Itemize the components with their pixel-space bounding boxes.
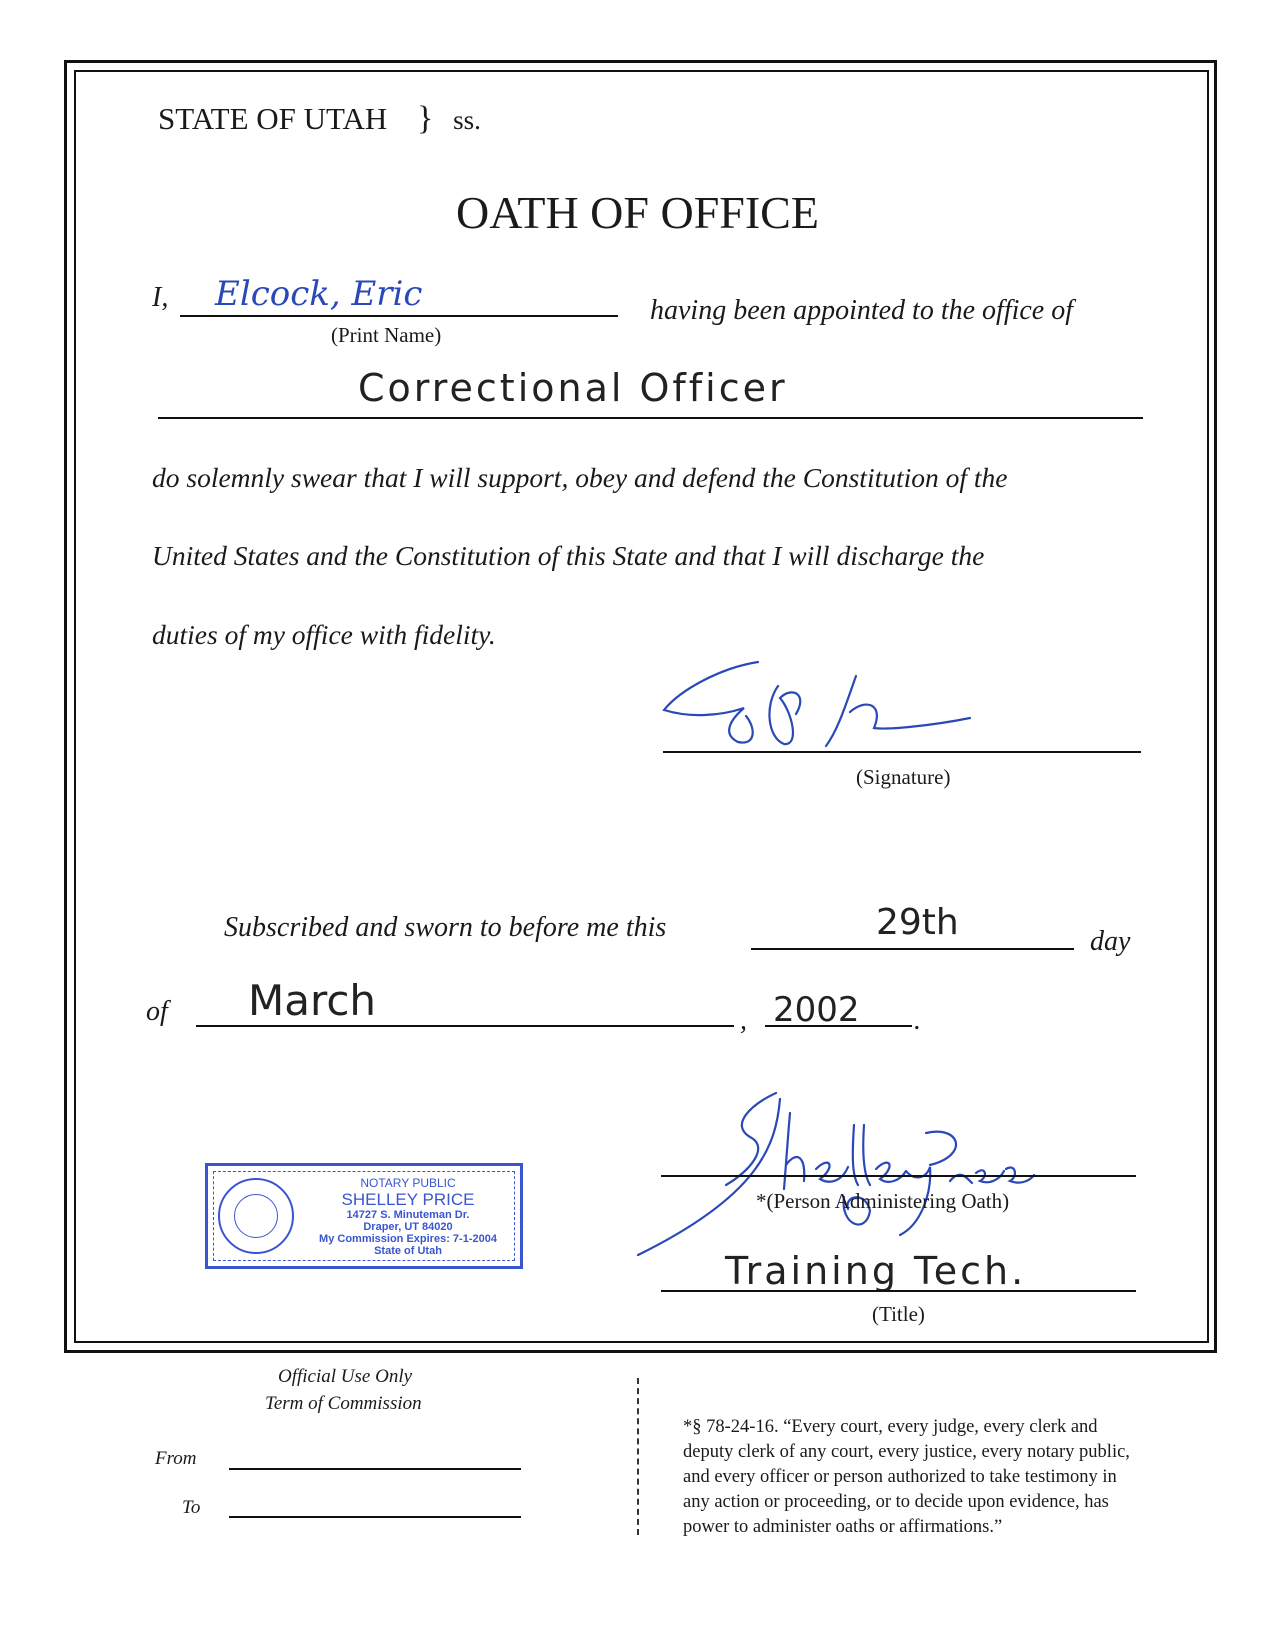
year-period: . bbox=[914, 1005, 921, 1036]
oath-line-1: do solemnly swear that I will support, obey and defend the Constitution of the bbox=[152, 462, 1008, 493]
state-heading: STATE OF UTAH } ss. bbox=[158, 100, 481, 137]
state-seal-emblem bbox=[218, 1178, 294, 1254]
of-label: of bbox=[146, 996, 168, 1027]
column-divider bbox=[637, 1378, 639, 1535]
administrator-caption: *(Person Administering Oath) bbox=[756, 1189, 1010, 1213]
seal-line-5: My Commission Expires: 7-1-2004 bbox=[319, 1233, 497, 1245]
print-name-caption: (Print Name) bbox=[331, 323, 442, 347]
seal-line-3: 14727 S. Minuteman Dr. bbox=[346, 1209, 470, 1221]
seal-line-1: NOTARY PUBLIC bbox=[360, 1176, 456, 1190]
statute-line-3: and every officer or person authorized to take testimony in bbox=[683, 1467, 1117, 1487]
term-heading: Term of Commission bbox=[265, 1393, 422, 1414]
month-line bbox=[196, 1025, 734, 1027]
statute-line-5: power to administer oaths or affirmations.” bbox=[683, 1517, 1003, 1537]
from-line bbox=[229, 1468, 521, 1470]
official-use-heading: Official Use Only bbox=[278, 1366, 413, 1387]
handwritten-year: 2002 bbox=[773, 990, 860, 1030]
appointment-text: having been appointed to the office of bbox=[650, 295, 1074, 326]
name-line bbox=[180, 315, 618, 317]
document-title: OATH OF OFFICE bbox=[456, 187, 819, 238]
from-label: From bbox=[155, 1448, 197, 1469]
day-line bbox=[751, 948, 1074, 950]
administrator-signature-line bbox=[661, 1175, 1136, 1177]
oath-prefix: I, bbox=[152, 282, 169, 313]
subscribed-text: Subscribed and sworn to before me this bbox=[224, 912, 667, 943]
handwritten-month: March bbox=[248, 976, 377, 1025]
to-label: To bbox=[182, 1497, 201, 1518]
officer-signature bbox=[660, 650, 1030, 760]
statute-line-1: *§ 78-24-16. “Every court, every judge, every clerk and bbox=[683, 1417, 1098, 1437]
oath-line-2: United States and the Constitution of this State and that I will discharge the bbox=[152, 540, 985, 571]
title-line bbox=[661, 1290, 1136, 1292]
administrator-signature bbox=[630, 1085, 1050, 1275]
statute-line-2: deputy clerk of any court, every justice, every notary public, bbox=[683, 1442, 1130, 1462]
seal-line-6: State of Utah bbox=[374, 1245, 442, 1257]
statute-line-4: any action or proceeding, or to decide upon evidence, has bbox=[683, 1492, 1109, 1512]
signature-line bbox=[663, 751, 1141, 753]
seal-line-4: Draper, UT 84020 bbox=[363, 1221, 453, 1233]
day-label: day bbox=[1090, 926, 1131, 957]
oath-line-3: duties of my office with fidelity. bbox=[152, 619, 496, 650]
month-comma: , bbox=[740, 1005, 747, 1036]
office-line bbox=[158, 417, 1143, 419]
handwritten-day: 29th bbox=[876, 902, 959, 943]
handwritten-name: Elcock, Eric bbox=[215, 274, 423, 314]
statute-note bbox=[683, 1415, 1203, 1540]
title-caption: (Title) bbox=[872, 1302, 925, 1326]
notary-seal-stamp bbox=[205, 1163, 523, 1269]
handwritten-office: Correctional Officer bbox=[358, 366, 788, 410]
signature-caption: (Signature) bbox=[856, 765, 951, 789]
handwritten-title: Training Tech. bbox=[725, 1249, 1027, 1293]
to-line bbox=[229, 1516, 521, 1518]
seal-line-2: SHELLEY PRICE bbox=[341, 1190, 475, 1209]
